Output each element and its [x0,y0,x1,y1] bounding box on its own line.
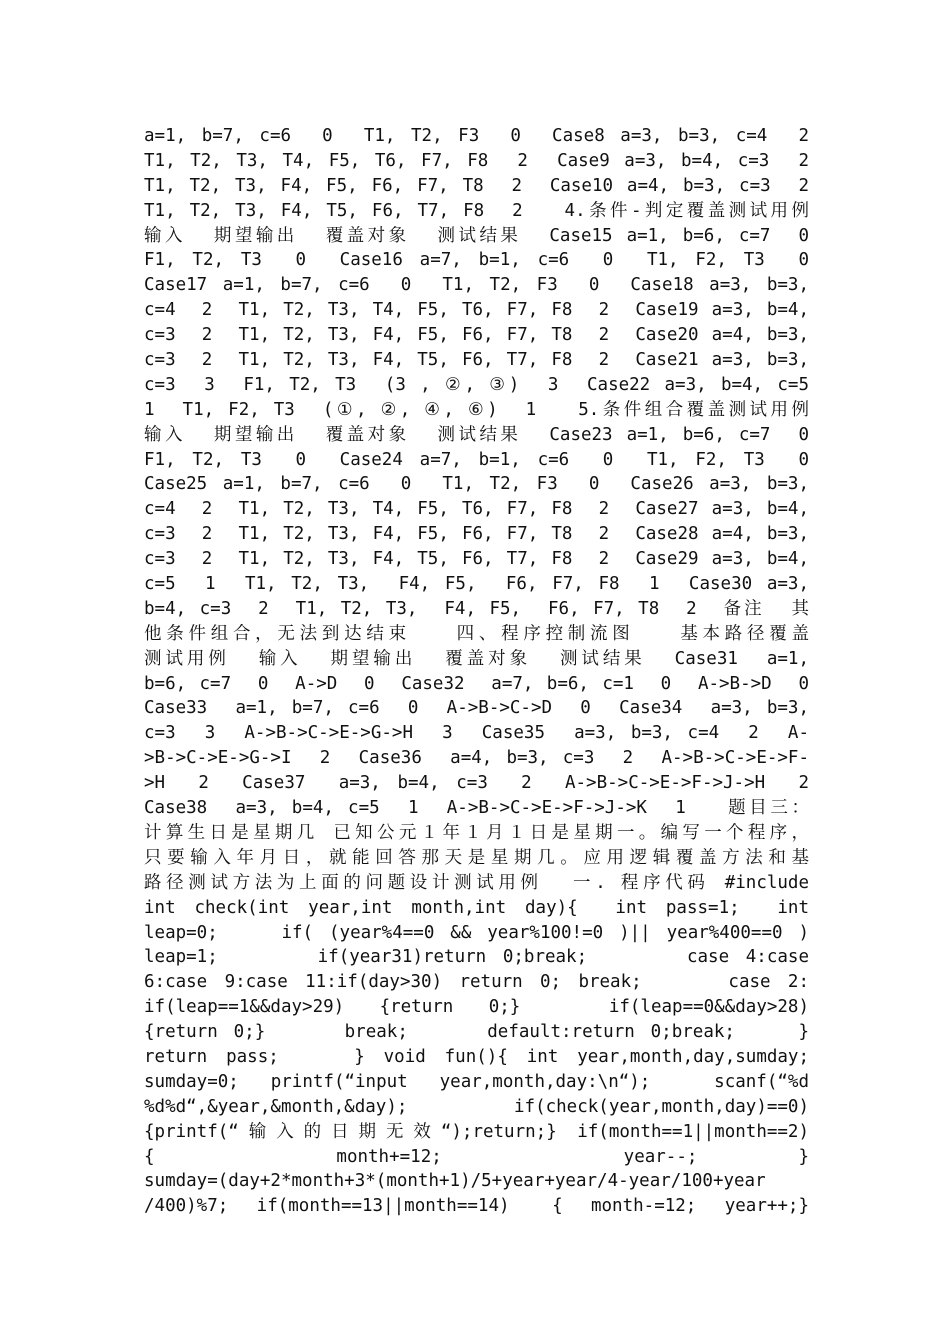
text-line: c=3 2 T1, T2, T3, F4, T5, F6, T7, F8 2 Case21 a=3, b=3, [144,350,809,371]
text-line: int check(int year,int month,int day){ int pass=1; int [144,897,809,918]
text-line: c=3 2 T1, T2, T3, F4, T5, F6, T7, F8 2 Case29 a=3, b=4, [144,549,809,570]
text-line: c=3 2 T1, T2, T3, F4, F5, F6, F7, T8 2 Case28 a=4, b=3, [144,524,809,545]
document-body [144,124,809,1219]
text-line: if(leap==1&&day>29) {return 0;} if(leap==0&&day>28) [144,997,809,1018]
text-line: leap=1; if(year31)return 0;break; case 4:case [144,947,809,968]
text-line: { month+=12; year--; } [144,1146,809,1167]
text-line: F1, T2, T3 0 Case24 a=7, b=1, c=6 0 T1, F2, T3 0 [144,449,809,470]
text-line: leap=0; if( (year%4==0 && year%100!=0 )|| year%400==0 ) [144,922,809,943]
text-line: T1, T2, T3, F4, F5, F6, F7, T8 2 Case10 a=4, b=3, c=3 2 [144,175,809,196]
text-line: 计算生日是星期几 已知公元１年１月１日是星期一。编写一个程序， [144,822,809,843]
text-line: c=3 2 T1, T2, T3, F4, F5, F6, F7, T8 2 Case20 a=4, b=3, [144,325,809,346]
text-line: F1, T2, T3 0 Case16 a=7, b=1, c=6 0 T1, F2, T3 0 [144,250,809,271]
text-line: c=3 3 F1, T2, T3 (3 , ②, ③) 3 Case22 a=3, b=4, c=5 [144,374,809,395]
text-line: Case33 a=1, b=7, c=6 0 A->B->C->D 0 Case34 a=3, b=3, [144,698,809,719]
text-line: 6:case 9:case 11:if(day>30) return 0; break; case 2: [144,972,809,993]
text-line: c=3 3 A->B->C->E->G->H 3 Case35 a=3, b=3, c=4 2 A- [144,723,809,744]
text-line: return pass; } void fun(){ int year,month,day,sumday; [144,1046,809,1067]
text-line: Case38 a=3, b=4, c=5 1 A->B->C->E->F->J->K 1 题目三： [144,798,809,819]
text-line: sumday=0; printf(“input year,month,day:\n“); scanf(“%d [144,1071,809,1092]
text-line: 路径测试方法为上面的问题设计测试用例 一. 程序代码 #include [144,872,809,893]
text-line: c=4 2 T1, T2, T3, T4, F5, T6, F7, F8 2 Case27 a=3, b=4, [144,499,809,520]
text-line: Case25 a=1, b=7, c=6 0 T1, T2, F3 0 Case26 a=3, b=3, [144,474,809,495]
text-line: 他条件组合，无法到达结束 四、程序控制流图 基本路径覆盖 [144,623,809,644]
text-line: 测试用例 输入 期望输出 覆盖对象 测试结果 Case31 a=1, [144,648,809,669]
text-line: b=4, c=3 2 T1, T2, T3, F4, F5, F6, F7, T8 2 备注 其 [144,598,809,619]
text-line: >H 2 Case37 a=3, b=4, c=3 2 A->B->C->E->F->J->H 2 [144,773,809,794]
text-line: %d%d“,&year,&month,&day); if(check(year,month,day)==0) [144,1096,809,1117]
text-line: T1, T2, T3, T4, F5, T6, F7, F8 2 Case9 a=3, b=4, c=3 2 [144,150,809,171]
text-line: 输入 期望输出 覆盖对象 测试结果 Case15 a=1, b=6, c=7 0 [144,225,809,246]
text-line: {return 0;} break; default:return 0;break; } [144,1022,809,1043]
text-line: a=1, b=7, c=6 0 T1, T2, F3 0 Case8 a=3, b=3, c=4 2 [144,126,809,146]
text-line: 1 T1, F2, T3 (①, ②, ④, ⑥) 1 5.条件组合覆盖测试用例 [144,399,809,420]
text-line: Case17 a=1, b=7, c=6 0 T1, T2, F3 0 Case18 a=3, b=3, [144,275,809,296]
text-line: /400)%7; if(month==13||month==14) { month-=12; year++;} [144,1196,809,1217]
text-line: {printf(“输入的日期无效“);return;} if(month==1||month==2) [144,1121,809,1142]
text-line: 输入 期望输出 覆盖对象 测试结果 Case23 a=1, b=6, c=7 0 [144,424,809,445]
text-line: c=5 1 T1, T2, T3, F4, F5, F6, F7, F8 1 Case30 a=3, [144,574,809,595]
text-line: c=4 2 T1, T2, T3, T4, F5, T6, F7, F8 2 Case19 a=3, b=4, [144,300,809,321]
text-line: T1, T2, T3, F4, T5, F6, T7, F8 2 4.条件-判定覆盖测试用例 [144,200,809,221]
text-line: b=6, c=7 0 A->D 0 Case32 a=7, b=6, c=1 0 A->B->D 0 [144,673,809,694]
text-line: >B->C->E->G->I 2 Case36 a=4, b=3, c=3 2 A->B->C->E->F- [144,748,809,769]
text-line: 只要输入年月日，就能回答那天是星期几。应用逻辑覆盖方法和基 [144,847,809,868]
text-line: sumday=(day+2*month+3*(month+1)/5+year+year/4-year/100+year [144,1171,766,1192]
